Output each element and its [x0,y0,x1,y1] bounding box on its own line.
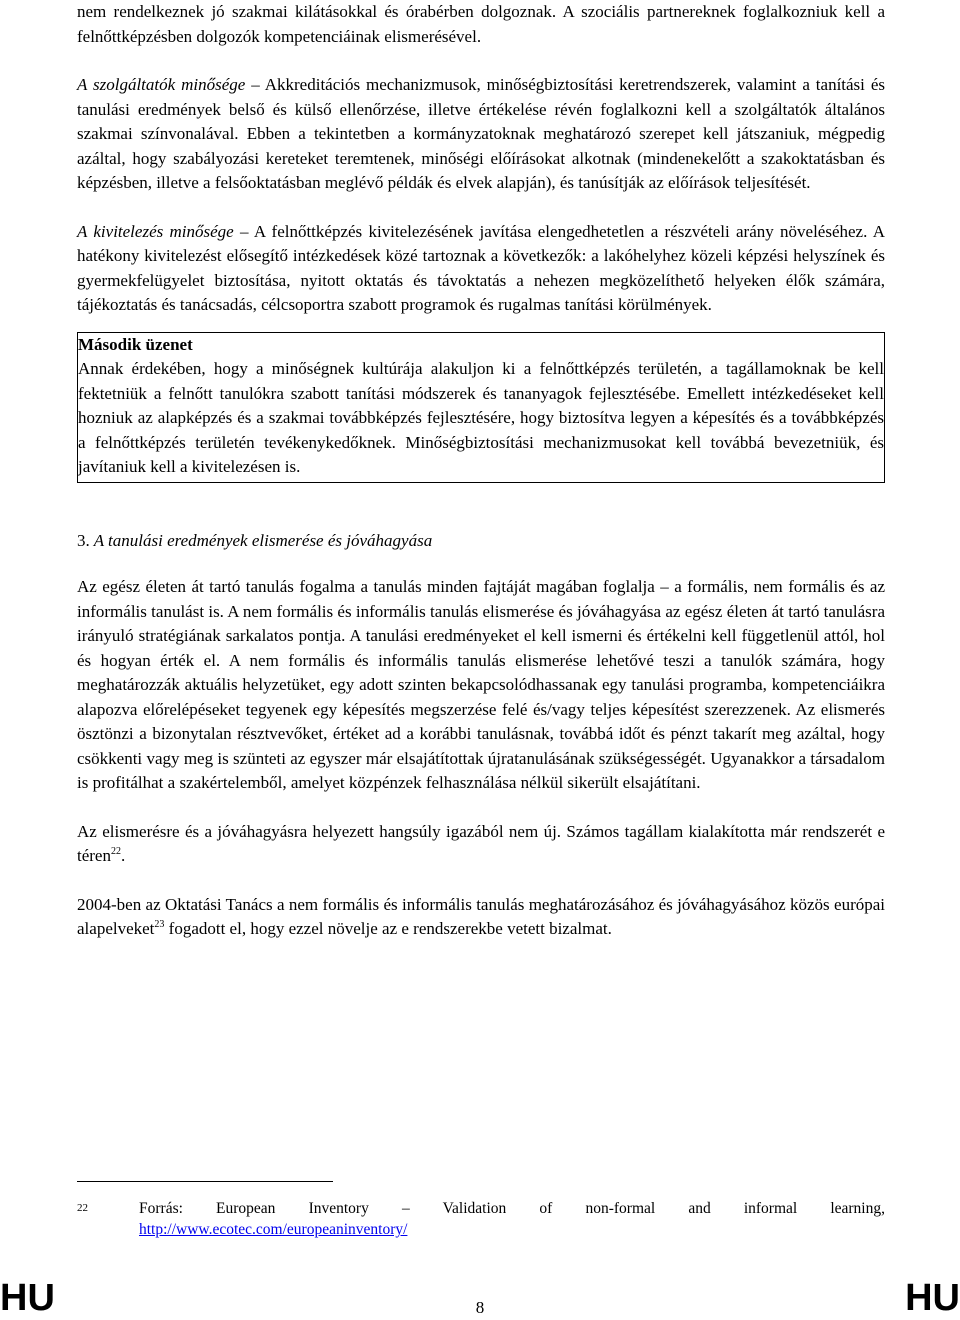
footnote-link[interactable]: http://www.ecotec.com/europeaninventory/ [139,1221,408,1238]
provider-quality-text: – Akkreditációs mechanizmusok, minőségbiztosítási keretrendszerek, valamint a tanítási és tanulási eredmények belső és külső ellenőrzése, illetve értékelése révén foglalkozni kell a szolgáltatók általános szakmai színvonalával. Ebben a tekintetben a kormányzatoknak meghatározó szerepet kell játszaniuk, mégpedig azáltal, hogy szabályozási kereteket teremtenek, minőségi előírásokat alkotnak (mindenekelőtt a szakoktatásban és képzésben, illetve a felsőoktatásban meglévő példák és elvek alapján), és tanúsítják az előírások teljesítését. [77,75,885,192]
second-message-text: Annak érdekében, hogy a minőségnek kultúrája alakuljon ki a felnőttképzés területén, a tagállamoknak be kell fektetniük a felnőtt tanulókra szabott tanítási módszerek és tananyagok fejlesztésébe. Emellett intézkedéseket kell hozniuk az alapképzés és a szakmai továbbképzés fejlesztésére, hogy biztosítva legyen a képesítés és a továbbképzés a felnőttképzés területén tevékenykedőknek. Minőségbiztosítási mechanizmusokat kell továbbá bevezetniük, és javítaniuk kell a kivitelezésen is. [78,359,884,476]
second-message-box [77,332,885,483]
second-message-title: Második üzenet [78,334,193,354]
section-3-title: A tanulási eredmények elismerése és jóváhagyása [93,530,433,550]
footer-language-left: HU [0,1277,55,1319]
footer-language-right: HU [905,1277,960,1319]
paragraph-lifelong-learning: Az egész életen át tartó tanulás fogalma a tanulás minden fajtáját magában foglalja – a formális, nem formális és az informális tanulást is. A nem formális és informális tanulás elismerése és jóváhagyása az egész életen át tartó tanulásra irányuló stratégiának sarkalatos pontja. A tanulási eredményeket el kell ismerni és értékelni kell függetlenül attól, hol és hogyan érték el. A nem formális és informális tanulás elismerése lehetővé teszi a tanulók számára, hogy meghatározzák aktuális helyzetüket, egy adott szinten bekapcsolódhassanak egy tanulási programba, kompetenciáikra alapozva előrelépéseket tegyenek egy képesítés megszerzése felé és/vagy teljes képesítést szerezzenek. Az elismerés ösztönzi a bizonytalan résztvevőket, értéket ad a korábbi tanulásnak, továbbá időt és pénzt takarít meg azáltal, hogy csökkenti vagy meg is szünteti az egyszer már elsajátítottak újratanulásának szükségességét. Ugyanakkor a társadalom is profitálhat a szakértelemből, amelyet közpénzek felhasználása nélkül sikerült elsajátítani. [77,577,885,792]
paragraph-social-partners: nem rendelkeznek jó szakmai kilátásokkal és órabérben dolgoznak. A szociális partnereknek foglalkozniuk kell a felnőttképzésben dolgozók kompetenciáinak elismerésével. [77,2,885,46]
document-body [77,0,885,942]
footnote-separator [77,1181,333,1182]
paragraph-2004-council: 2004-ben az Oktatási Tanács a nem formális és informális tanulás meghatározásához és jóváhagyásához közös európai alapelveket$^{23}$ fogadott el, hogy ezzel növelje az e rendszerekbe vetett bizalmat. [77,894,885,938]
section-3-number: 3. [77,530,90,550]
footnote-number: 22 [77,1202,88,1214]
footnote-text: Forrás: European Inventory – Validation of non-formal and informal learning, http://www.ecotec.com/europeaninventory/ [139,1200,885,1238]
footnote-ref-23[interactable]: 23 [154,919,165,930]
footnote-ref-22[interactable]: 22 [110,846,121,857]
section-3-heading [77,529,885,554]
paragraph-delivery-quality [77,220,885,318]
page-number: 8 [475,1298,485,1317]
provider-quality-heading: A szolgáltatók minősége [77,75,246,94]
paragraph-emphasis: Az elismerésre és a jóváhagyásra helyezett hangsúly igazából nem új. Számos tagállam kialakította már rendszerét e téren$^{22}$. [77,821,885,865]
paragraph-provider-quality [77,73,885,196]
delivery-quality-heading: A kivitelezés minősége [77,221,234,241]
footnote-22 [77,1198,885,1240]
delivery-quality-text: – A felnőttképzés kivitelezésének javítása elengedhetetlen a részvételi arány növeléséhez. A hatékony kivitelezést elősegítő intézkedések közé tartoznak a következők: a lakóhelyhez közeli képzési helyszínek és gyermekfelügyelet biztosítása, nyitott oktatás és távoktatás a nehezen megközelíthető helyeken élők számára, tájékoztatás és tanácsadás, célcsoportra szabott programok és rugalmas tanítási körülmények. [77,221,885,314]
